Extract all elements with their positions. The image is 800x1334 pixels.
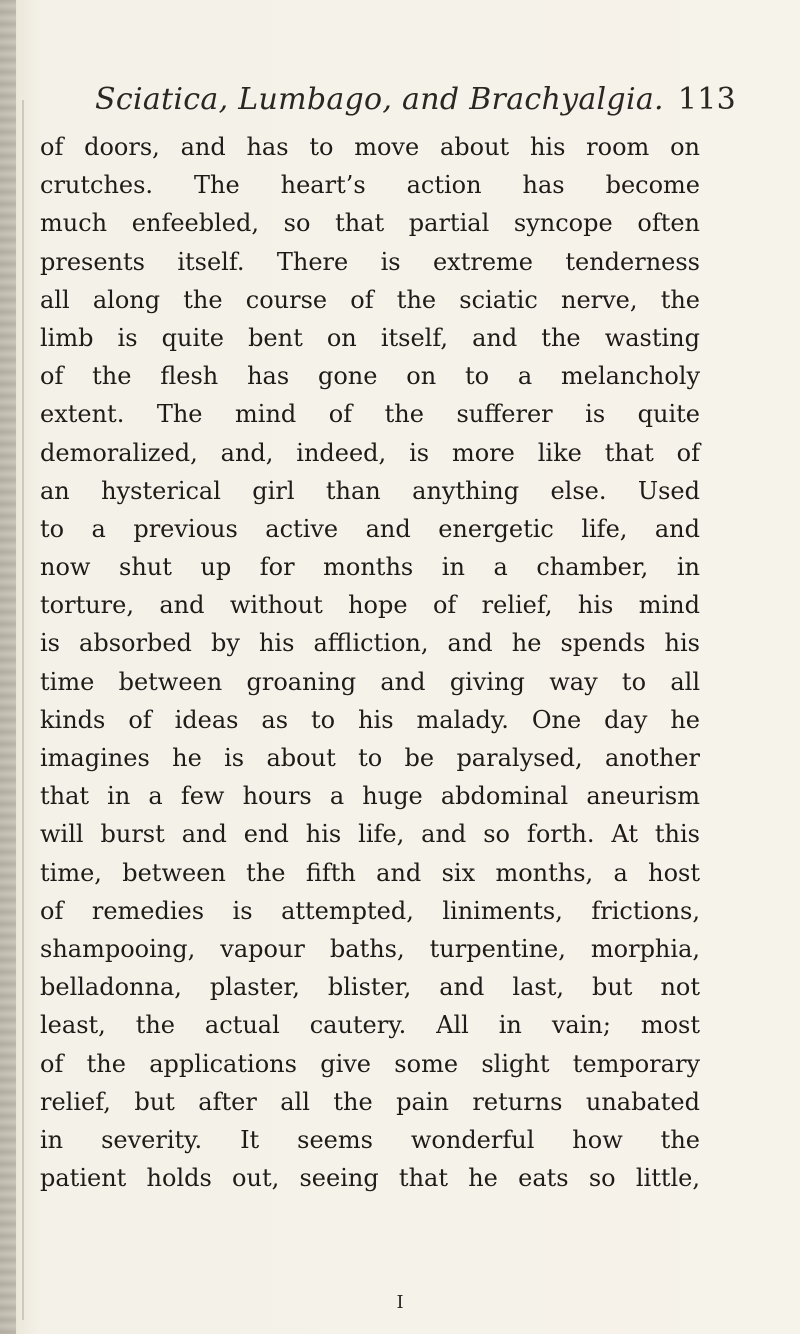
text-line: will burst and end his life, and so forth. At this [40, 820, 700, 849]
text-line: all along the course of the sciatic nerve, the [40, 285, 700, 314]
body-text [40, 128, 700, 1197]
text-line: relief, but after all the pain returns unabated [40, 1087, 700, 1116]
running-head-title: Sciatica, Lumbago, and Brachyalgia. [95, 82, 664, 117]
text-line: an hysterical girl than anything else. Used [40, 476, 700, 505]
text-line: time between groaning and giving way to all [40, 667, 700, 696]
text-line: belladonna, plaster, blister, and last, but not [40, 973, 700, 1002]
text-line: of remedies is attempted, liniments, frictions, [40, 896, 700, 925]
text-line: of the applications give some slight temporary [40, 1049, 700, 1078]
text-line: shampooing, vapour baths, turpentine, morphia, [40, 934, 700, 963]
text-line: limb is quite bent on itself, and the wasting [40, 323, 700, 352]
text-line: demoralized, and, indeed, is more like that of [40, 438, 700, 467]
text-line: presents itself. There is extreme tenderness [40, 247, 700, 276]
text-line: of doors, and has to move about his room on [40, 133, 700, 161]
text-line: in severity. It seems wonderful how the [40, 1125, 700, 1154]
text-line: time, between the fifth and six months, a host [40, 858, 700, 887]
text-line: extent. The mind of the sufferer is quite [40, 400, 700, 429]
text-line: torture, and without hope of relief, his mind [40, 591, 700, 620]
page-number: 113 [677, 82, 737, 117]
text-line: least, the actual cautery. All in vain; most [40, 1011, 700, 1040]
binding-edge [0, 0, 16, 1334]
text-line: imagines he is about to be paralysed, another [40, 744, 700, 772]
text-line: that in a few hours a huge abdominal aneurism [40, 782, 700, 811]
text-line: much enfeebled, so that partial syncope often [40, 209, 700, 238]
text-line: patient holds out, seeing that he eats so little, [40, 1164, 700, 1193]
text-line: of the flesh has gone on to a melancholy [40, 362, 700, 391]
text-line: is absorbed by his affliction, and he spends his [40, 629, 700, 658]
text-line: crutches. The heart’s action has become [40, 171, 700, 200]
gutter-line [22, 100, 24, 1320]
text-line: now shut up for months in a chamber, in [40, 553, 700, 582]
text-line: kinds of ideas as to his malady. One day he [40, 705, 700, 734]
signature-mark: I [396, 1292, 404, 1313]
running-head [95, 82, 737, 117]
text-line: to a previous active and energetic life, and [40, 514, 700, 543]
